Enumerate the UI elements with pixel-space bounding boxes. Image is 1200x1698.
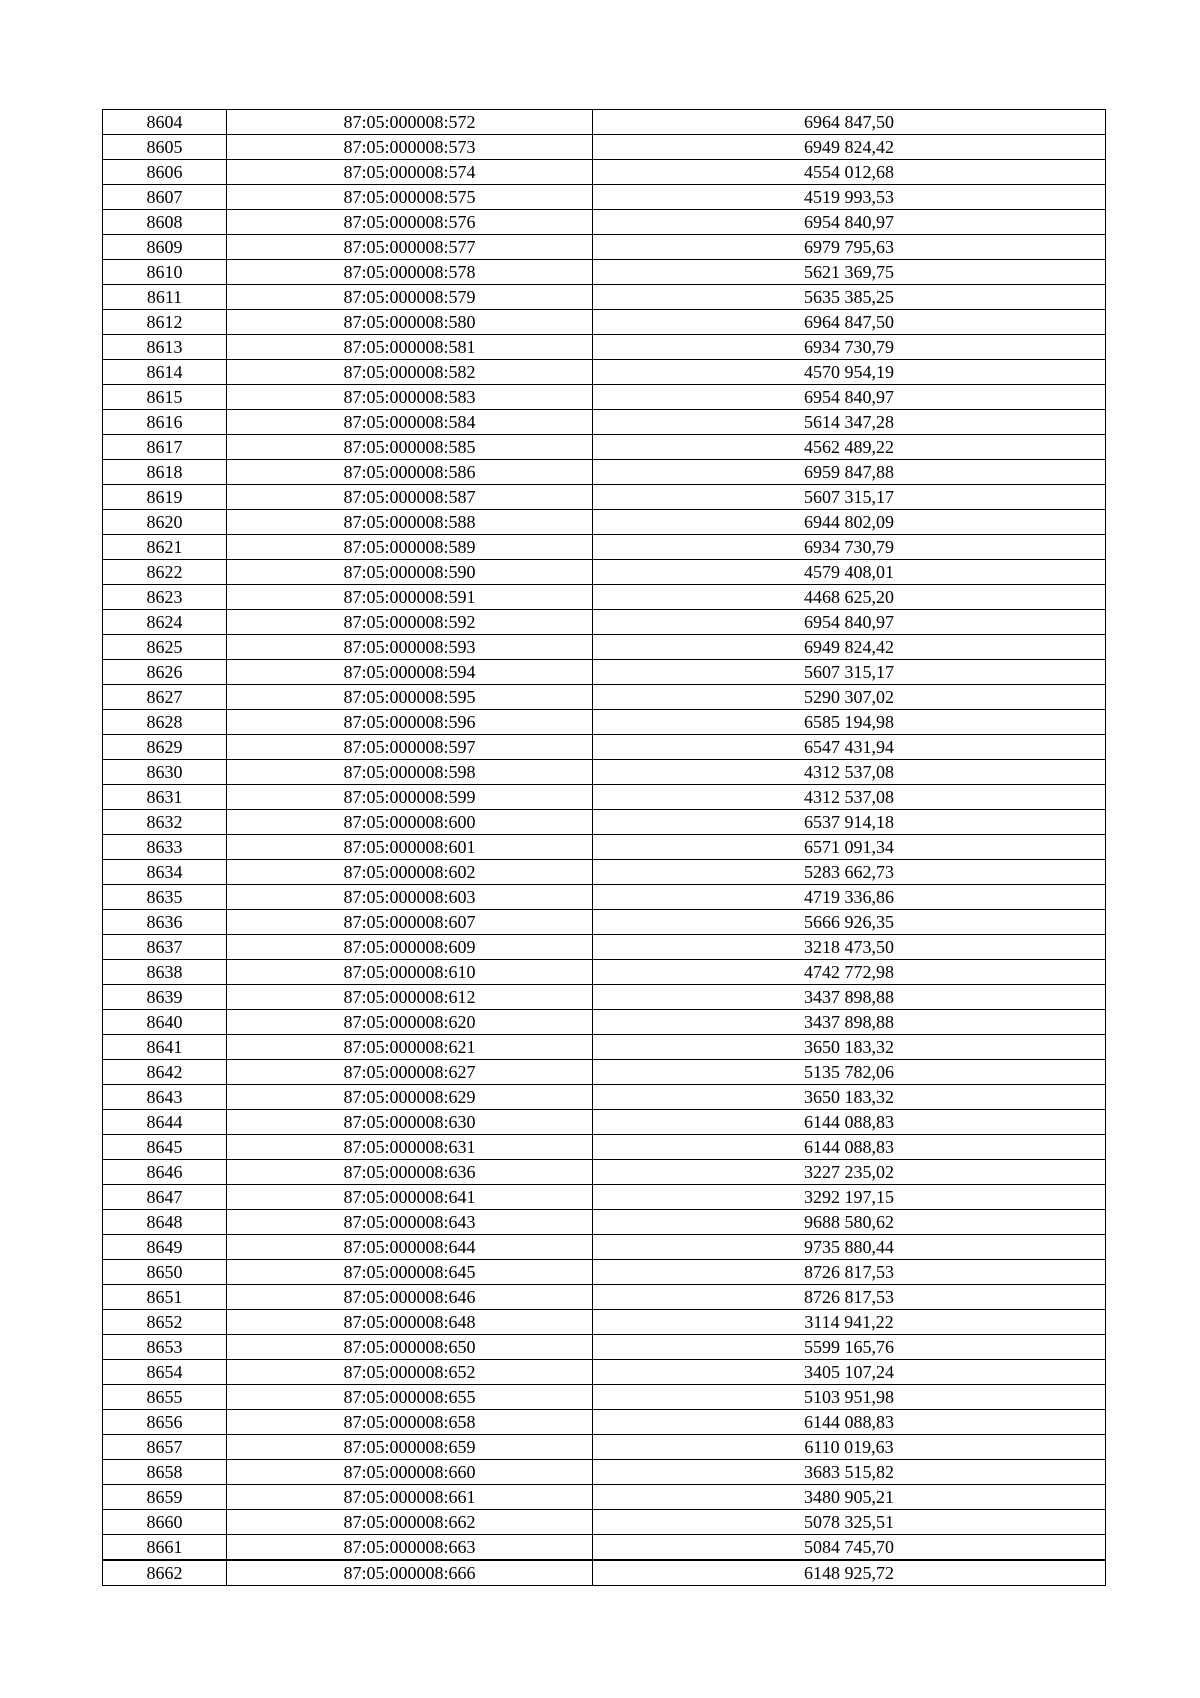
cadastral-number-cell: 87:05:000008:584 <box>227 410 593 435</box>
cadastral-value-cell: 3114 941,22 <box>593 1310 1106 1335</box>
cadastral-value-cell: 6944 802,09 <box>593 510 1106 535</box>
cadastral-number-cell: 87:05:000008:577 <box>227 235 593 260</box>
row-number-cell: 8660 <box>103 1510 227 1535</box>
table-row <box>103 410 1106 435</box>
table-row <box>103 635 1106 660</box>
cadastral-number-cell: 87:05:000008:590 <box>227 560 593 585</box>
cadastral-number-cell: 87:05:000008:645 <box>227 1260 593 1285</box>
cadastral-number-cell: 87:05:000008:652 <box>227 1360 593 1385</box>
table-row <box>103 535 1106 560</box>
row-number-cell: 8651 <box>103 1285 227 1310</box>
cadastral-value-cell: 5607 315,17 <box>593 485 1106 510</box>
row-number-cell: 8634 <box>103 860 227 885</box>
cadastral-number-cell: 87:05:000008:644 <box>227 1235 593 1260</box>
cadastral-number-cell: 87:05:000008:660 <box>227 1460 593 1485</box>
cadastral-number-cell: 87:05:000008:588 <box>227 510 593 535</box>
table-row <box>103 1460 1106 1485</box>
table-row <box>103 760 1106 785</box>
row-number-cell: 8640 <box>103 1010 227 1035</box>
row-number-cell: 8607 <box>103 185 227 210</box>
cadastral-number-cell: 87:05:000008:663 <box>227 1535 593 1561</box>
cadastral-value-cell: 5621 369,75 <box>593 260 1106 285</box>
cadastral-value-cell: 6934 730,79 <box>593 335 1106 360</box>
table-row <box>103 210 1106 235</box>
row-number-cell: 8625 <box>103 635 227 660</box>
cadastral-number-cell: 87:05:000008:612 <box>227 985 593 1010</box>
row-number-cell: 8604 <box>103 110 227 135</box>
table-row <box>103 910 1106 935</box>
cadastral-value-cell: 4519 993,53 <box>593 185 1106 210</box>
table-row <box>103 960 1106 985</box>
row-number-cell: 8661 <box>103 1535 227 1561</box>
cadastral-number-cell: 87:05:000008:581 <box>227 335 593 360</box>
row-number-cell: 8643 <box>103 1085 227 1110</box>
cadastral-value-cell: 6110 019,63 <box>593 1435 1106 1460</box>
cadastral-value-cell: 6954 840,97 <box>593 610 1106 635</box>
row-number-cell: 8641 <box>103 1035 227 1060</box>
cadastral-value-cell: 4468 625,20 <box>593 585 1106 610</box>
cadastral-number-cell: 87:05:000008:601 <box>227 835 593 860</box>
table-body <box>103 110 1106 1586</box>
cadastral-number-cell: 87:05:000008:662 <box>227 1510 593 1535</box>
table-row <box>103 1310 1106 1335</box>
table-row <box>103 785 1106 810</box>
cadastral-value-cell: 5084 745,70 <box>593 1535 1106 1561</box>
row-number-cell: 8657 <box>103 1435 227 1460</box>
cadastral-value-cell: 5666 926,35 <box>593 910 1106 935</box>
cadastral-number-cell: 87:05:000008:579 <box>227 285 593 310</box>
row-number-cell: 8620 <box>103 510 227 535</box>
cadastral-value-cell: 4742 772,98 <box>593 960 1106 985</box>
cadastral-value-cell: 5290 307,02 <box>593 685 1106 710</box>
row-number-cell: 8617 <box>103 435 227 460</box>
cadastral-number-cell: 87:05:000008:655 <box>227 1385 593 1410</box>
row-number-cell: 8631 <box>103 785 227 810</box>
table-row <box>103 1510 1106 1535</box>
row-number-cell: 8611 <box>103 285 227 310</box>
cadastral-number-cell: 87:05:000008:586 <box>227 460 593 485</box>
cadastral-number-cell: 87:05:000008:627 <box>227 1060 593 1085</box>
row-number-cell: 8655 <box>103 1385 227 1410</box>
cadastral-value-cell: 3437 898,88 <box>593 1010 1106 1035</box>
table-row <box>103 860 1106 885</box>
table-row <box>103 1210 1106 1235</box>
cadastral-value-cell: 6954 840,97 <box>593 210 1106 235</box>
row-number-cell: 8653 <box>103 1335 227 1360</box>
table-row <box>103 1360 1106 1385</box>
cadastral-value-cell: 6949 824,42 <box>593 635 1106 660</box>
table-row <box>103 735 1106 760</box>
row-number-cell: 8614 <box>103 360 227 385</box>
cadastral-value-cell: 5103 951,98 <box>593 1385 1106 1410</box>
row-number-cell: 8626 <box>103 660 227 685</box>
cadastral-number-cell: 87:05:000008:603 <box>227 885 593 910</box>
cadastral-number-cell: 87:05:000008:573 <box>227 135 593 160</box>
row-number-cell: 8652 <box>103 1310 227 1335</box>
cadastral-value-cell: 3227 235,02 <box>593 1160 1106 1185</box>
cadastral-value-cell: 4554 012,68 <box>593 160 1106 185</box>
cadastral-value-cell: 3405 107,24 <box>593 1360 1106 1385</box>
cadastral-number-cell: 87:05:000008:650 <box>227 1335 593 1360</box>
cadastral-value-cell: 3480 905,21 <box>593 1485 1106 1510</box>
cadastral-value-cell: 6144 088,83 <box>593 1135 1106 1160</box>
row-number-cell: 8616 <box>103 410 227 435</box>
table-row <box>103 935 1106 960</box>
cadastral-value-cell: 6148 925,72 <box>593 1560 1106 1586</box>
table-row <box>103 985 1106 1010</box>
row-number-cell: 8609 <box>103 235 227 260</box>
cadastral-number-cell: 87:05:000008:578 <box>227 260 593 285</box>
cadastral-number-cell: 87:05:000008:636 <box>227 1160 593 1185</box>
cadastral-number-cell: 87:05:000008:596 <box>227 710 593 735</box>
cadastral-number-cell: 87:05:000008:595 <box>227 685 593 710</box>
row-number-cell: 8610 <box>103 260 227 285</box>
row-number-cell: 8612 <box>103 310 227 335</box>
row-number-cell: 8646 <box>103 1160 227 1185</box>
cadastral-number-cell: 87:05:000008:592 <box>227 610 593 635</box>
table-row <box>103 885 1106 910</box>
table-row <box>103 1335 1106 1360</box>
cadastral-number-cell: 87:05:000008:631 <box>227 1135 593 1160</box>
cadastral-number-cell: 87:05:000008:630 <box>227 1110 593 1135</box>
cadastral-value-cell: 3218 473,50 <box>593 935 1106 960</box>
cadastral-number-cell: 87:05:000008:602 <box>227 860 593 885</box>
table-row <box>103 560 1106 585</box>
table-row <box>103 1560 1106 1586</box>
cadastral-value-cell: 3292 197,15 <box>593 1185 1106 1210</box>
row-number-cell: 8649 <box>103 1235 227 1260</box>
cadastral-number-cell: 87:05:000008:629 <box>227 1085 593 1110</box>
cadastral-number-cell: 87:05:000008:659 <box>227 1435 593 1460</box>
cadastral-number-cell: 87:05:000008:621 <box>227 1035 593 1060</box>
table-row <box>103 385 1106 410</box>
cadastral-value-cell: 5635 385,25 <box>593 285 1106 310</box>
table-row <box>103 710 1106 735</box>
table-row <box>103 835 1106 860</box>
cadastral-number-cell: 87:05:000008:643 <box>227 1210 593 1235</box>
row-number-cell: 8656 <box>103 1410 227 1435</box>
row-number-cell: 8627 <box>103 685 227 710</box>
cadastral-value-cell: 4570 954,19 <box>593 360 1106 385</box>
row-number-cell: 8606 <box>103 160 227 185</box>
table-row <box>103 810 1106 835</box>
cadastral-number-cell: 87:05:000008:609 <box>227 935 593 960</box>
table-row <box>103 1385 1106 1410</box>
cadastral-value-cell: 6585 194,98 <box>593 710 1106 735</box>
cadastral-value-cell: 4562 489,22 <box>593 435 1106 460</box>
table-row <box>103 235 1106 260</box>
table-row <box>103 1035 1106 1060</box>
table-row <box>103 335 1106 360</box>
cadastral-number-cell: 87:05:000008:585 <box>227 435 593 460</box>
cadastral-value-cell: 9735 880,44 <box>593 1235 1106 1260</box>
cadastral-value-cell: 8726 817,53 <box>593 1260 1106 1285</box>
cadastral-value-cell: 8726 817,53 <box>593 1285 1106 1310</box>
row-number-cell: 8628 <box>103 710 227 735</box>
row-number-cell: 8659 <box>103 1485 227 1510</box>
row-number-cell: 8644 <box>103 1110 227 1135</box>
cadastral-number-cell: 87:05:000008:589 <box>227 535 593 560</box>
table-row <box>103 1010 1106 1035</box>
table-row <box>103 435 1106 460</box>
cadastral-value-cell: 5607 315,17 <box>593 660 1106 685</box>
cadastral-value-cell: 6959 847,88 <box>593 460 1106 485</box>
cadastral-value-cell: 5078 325,51 <box>593 1510 1106 1535</box>
table-row <box>103 660 1106 685</box>
cadastral-value-cell: 6571 091,34 <box>593 835 1106 860</box>
cadastral-value-cell: 9688 580,62 <box>593 1210 1106 1235</box>
table-row <box>103 160 1106 185</box>
row-number-cell: 8662 <box>103 1560 227 1586</box>
cadastral-value-cell: 6979 795,63 <box>593 235 1106 260</box>
cadastral-value-cell: 6144 088,83 <box>593 1110 1106 1135</box>
row-number-cell: 8648 <box>103 1210 227 1235</box>
cadastral-value-cell: 6954 840,97 <box>593 385 1106 410</box>
cadastral-value-cell: 5135 782,06 <box>593 1060 1106 1085</box>
cadastral-number-cell: 87:05:000008:582 <box>227 360 593 385</box>
row-number-cell: 8647 <box>103 1185 227 1210</box>
table-row <box>103 1485 1106 1510</box>
table-row <box>103 260 1106 285</box>
row-number-cell: 8639 <box>103 985 227 1010</box>
table-row <box>103 1235 1106 1260</box>
row-number-cell: 8638 <box>103 960 227 985</box>
cadastral-number-cell: 87:05:000008:597 <box>227 735 593 760</box>
cadastral-value-cell: 6144 088,83 <box>593 1410 1106 1435</box>
cadastral-number-cell: 87:05:000008:610 <box>227 960 593 985</box>
cadastral-number-cell: 87:05:000008:580 <box>227 310 593 335</box>
row-number-cell: 8650 <box>103 1260 227 1285</box>
cadastral-number-cell: 87:05:000008:576 <box>227 210 593 235</box>
cadastral-number-cell: 87:05:000008:620 <box>227 1010 593 1035</box>
cadastral-value-cell: 6537 914,18 <box>593 810 1106 835</box>
cadastral-value-cell: 5283 662,73 <box>593 860 1106 885</box>
row-number-cell: 8622 <box>103 560 227 585</box>
cadastral-number-cell: 87:05:000008:574 <box>227 160 593 185</box>
table-row <box>103 685 1106 710</box>
row-number-cell: 8630 <box>103 760 227 785</box>
table-row <box>103 485 1106 510</box>
table-row <box>103 1110 1106 1135</box>
cadastral-number-cell: 87:05:000008:599 <box>227 785 593 810</box>
cadastral-value-cell: 4719 336,86 <box>593 885 1106 910</box>
cadastral-value-cell: 3650 183,32 <box>593 1035 1106 1060</box>
table-row <box>103 310 1106 335</box>
cadastral-number-cell: 87:05:000008:600 <box>227 810 593 835</box>
cadastral-number-cell: 87:05:000008:587 <box>227 485 593 510</box>
row-number-cell: 8615 <box>103 385 227 410</box>
row-number-cell: 8608 <box>103 210 227 235</box>
cadastral-value-cell: 3683 515,82 <box>593 1460 1106 1485</box>
cadastral-value-cell: 6964 847,50 <box>593 310 1106 335</box>
cadastral-value-cell: 6547 431,94 <box>593 735 1106 760</box>
row-number-cell: 8635 <box>103 885 227 910</box>
cadastral-value-cell: 4312 537,08 <box>593 785 1106 810</box>
cadastral-number-cell: 87:05:000008:646 <box>227 1285 593 1310</box>
cadastral-number-cell: 87:05:000008:594 <box>227 660 593 685</box>
cadastral-value-cell: 6964 847,50 <box>593 110 1106 135</box>
row-number-cell: 8623 <box>103 585 227 610</box>
cadastral-number-cell: 87:05:000008:607 <box>227 910 593 935</box>
cadastral-value-cell: 6949 824,42 <box>593 135 1106 160</box>
table-row <box>103 1060 1106 1085</box>
table-row <box>103 1285 1106 1310</box>
row-number-cell: 8624 <box>103 610 227 635</box>
row-number-cell: 8605 <box>103 135 227 160</box>
cadastral-value-cell: 4579 408,01 <box>593 560 1106 585</box>
table-row <box>103 1435 1106 1460</box>
row-number-cell: 8658 <box>103 1460 227 1485</box>
row-number-cell: 8613 <box>103 335 227 360</box>
table-row <box>103 1410 1106 1435</box>
row-number-cell: 8633 <box>103 835 227 860</box>
row-number-cell: 8645 <box>103 1135 227 1160</box>
row-number-cell: 8637 <box>103 935 227 960</box>
cadastral-value-cell: 6934 730,79 <box>593 535 1106 560</box>
cadastral-number-cell: 87:05:000008:575 <box>227 185 593 210</box>
table-row <box>103 285 1106 310</box>
table-row <box>103 135 1106 160</box>
table-row <box>103 1535 1106 1561</box>
cadastral-number-cell: 87:05:000008:666 <box>227 1560 593 1586</box>
table-row <box>103 360 1106 385</box>
cadastral-number-cell: 87:05:000008:661 <box>227 1485 593 1510</box>
row-number-cell: 8642 <box>103 1060 227 1085</box>
table-row <box>103 610 1106 635</box>
cadastral-value-cell: 4312 537,08 <box>593 760 1106 785</box>
cadastral-number-cell: 87:05:000008:598 <box>227 760 593 785</box>
cadastral-value-cell: 5614 347,28 <box>593 410 1106 435</box>
row-number-cell: 8654 <box>103 1360 227 1385</box>
table-row <box>103 1260 1106 1285</box>
cadastral-value-cell: 3650 183,32 <box>593 1085 1106 1110</box>
row-number-cell: 8636 <box>103 910 227 935</box>
table-row <box>103 110 1106 135</box>
cadastral-number-cell: 87:05:000008:583 <box>227 385 593 410</box>
cadastral-number-cell: 87:05:000008:593 <box>227 635 593 660</box>
row-number-cell: 8618 <box>103 460 227 485</box>
table-row <box>103 185 1106 210</box>
cadastral-value-cell: 5599 165,76 <box>593 1335 1106 1360</box>
table-row <box>103 460 1106 485</box>
table-row <box>103 1185 1106 1210</box>
row-number-cell: 8629 <box>103 735 227 760</box>
table-row <box>103 585 1106 610</box>
row-number-cell: 8632 <box>103 810 227 835</box>
table-row <box>103 1135 1106 1160</box>
table-row <box>103 510 1106 535</box>
cadastral-number-cell: 87:05:000008:591 <box>227 585 593 610</box>
cadastral-value-cell: 3437 898,88 <box>593 985 1106 1010</box>
cadastral-number-cell: 87:05:000008:572 <box>227 110 593 135</box>
cadastral-number-cell: 87:05:000008:658 <box>227 1410 593 1435</box>
table-row <box>103 1160 1106 1185</box>
row-number-cell: 8619 <box>103 485 227 510</box>
cadastral-number-cell: 87:05:000008:641 <box>227 1185 593 1210</box>
row-number-cell: 8621 <box>103 535 227 560</box>
cadastral-value-table <box>102 109 1106 1586</box>
table-row <box>103 1085 1106 1110</box>
cadastral-number-cell: 87:05:000008:648 <box>227 1310 593 1335</box>
